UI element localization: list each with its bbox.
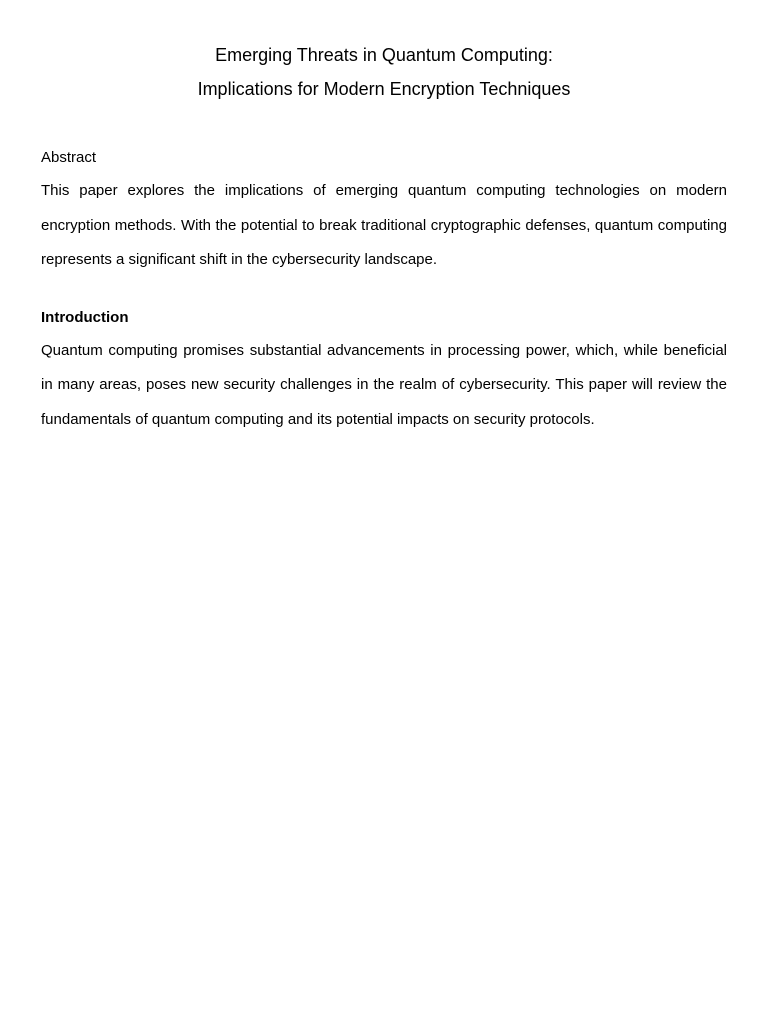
introduction-text: Quantum computing promises substantial advancements in processing power, which, while beneficial in many areas, poses new security challenges in the realm of cybersecurity. This paper will review the fundamentals of quantum computing and its potential impacts on security protocols.	[41, 341, 727, 428]
title-line-1: Emerging Threats in Quantum Computing:	[215, 45, 553, 65]
title-line-2: Implications for Modern Encryption Techniques	[197, 79, 571, 99]
abstract-text: This paper explores the implications of emerging quantum computing technologies on modern encryption methods. With the potential to break traditional cryptographic defenses, quantum computing represents a significant shift in the cybersecurity landscape.	[41, 182, 727, 268]
abstract-heading: Abstract	[41, 149, 97, 166]
title-block	[41, 38, 727, 106]
introduction-heading: Introduction	[41, 308, 129, 326]
